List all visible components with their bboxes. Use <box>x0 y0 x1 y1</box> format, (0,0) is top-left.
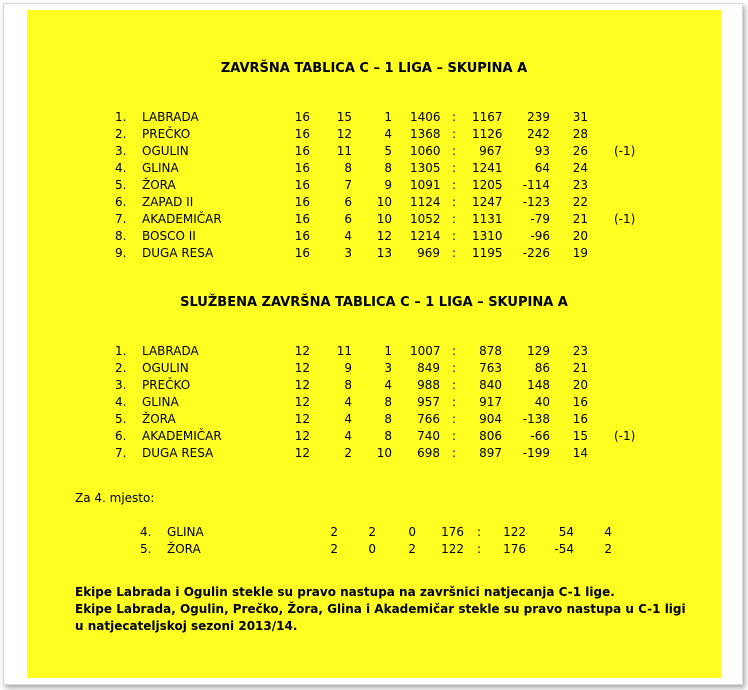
cell-w: 8 <box>344 161 352 175</box>
cell-l: 5 <box>384 144 392 158</box>
cell-diff: 40 <box>534 395 550 409</box>
cell-pts: 26 <box>572 144 588 158</box>
cell-pa: 1195 <box>472 246 503 260</box>
cell-pos: 8. <box>115 229 127 243</box>
cell-pf: 1091 <box>410 178 441 192</box>
cell-pa: 122 <box>503 525 526 539</box>
cell-p: 12 <box>294 395 310 409</box>
cell-pa: 878 <box>479 344 502 358</box>
cell-pts: 21 <box>572 212 588 226</box>
cell-w: 11 <box>336 144 352 158</box>
cell-w: 12 <box>336 127 352 141</box>
cell-pts: 20 <box>572 378 588 392</box>
cell-pos: 3. <box>115 378 127 392</box>
cell-pts: 23 <box>572 178 588 192</box>
cell-pa: 1310 <box>472 229 503 243</box>
cell-pf: 1305 <box>410 161 441 175</box>
cell-l: 8 <box>384 412 392 426</box>
cell-w: 15 <box>336 110 352 124</box>
cell-diff: -123 <box>522 195 550 209</box>
cell-diff: -114 <box>522 178 550 192</box>
cell-sep: : <box>452 246 457 260</box>
cell-pos: 6. <box>115 195 127 209</box>
cell-l: 8 <box>384 161 392 175</box>
cell-l: 10 <box>376 195 392 209</box>
cell-pf: 957 <box>417 395 440 409</box>
cell-pa: 1131 <box>472 212 503 226</box>
cell-pts: 28 <box>572 127 588 141</box>
cell-team: PREČKO <box>142 378 191 392</box>
cell-l: 1 <box>384 110 392 124</box>
cell-pos: 9. <box>115 246 127 260</box>
cell-p: 16 <box>294 195 310 209</box>
cell-sep: : <box>452 161 457 175</box>
cell-pos: 4. <box>115 395 127 409</box>
cell-pts: 4 <box>604 525 612 539</box>
cell-pf: 176 <box>441 525 464 539</box>
cell-pos: 2. <box>115 127 127 141</box>
cell-pa: 1241 <box>472 161 503 175</box>
cell-l: 8 <box>384 395 392 409</box>
cell-pts: 21 <box>572 361 588 375</box>
cell-pa: 904 <box>479 412 502 426</box>
cell-sep: : <box>452 361 457 375</box>
cell-sep: : <box>452 110 457 124</box>
cell-team: GLINA <box>142 395 179 409</box>
cell-sep: : <box>452 412 457 426</box>
cell-pts: 20 <box>572 229 588 243</box>
cell-pa: 1247 <box>472 195 503 209</box>
cell-p: 16 <box>294 229 310 243</box>
cell-w: 8 <box>344 378 352 392</box>
cell-diff: 242 <box>527 127 550 141</box>
cell-pts: 16 <box>572 412 588 426</box>
cell-team: ŽORA <box>142 412 176 426</box>
cell-sep: : <box>452 378 457 392</box>
cell-p: 12 <box>294 378 310 392</box>
cell-pa: 840 <box>479 378 502 392</box>
footer-line-3: u natjecateljskoj sezoni 2013/14. <box>75 619 298 633</box>
cell-w: 4 <box>344 395 352 409</box>
cell-l: 1 <box>384 344 392 358</box>
cell-w: 4 <box>344 229 352 243</box>
cell-sep: : <box>477 525 482 539</box>
cell-p: 12 <box>294 361 310 375</box>
cell-w: 7 <box>344 178 352 192</box>
cell-sep: : <box>452 127 457 141</box>
cell-team: PREČKO <box>142 127 191 141</box>
cell-pf: 766 <box>417 412 440 426</box>
cell-p: 12 <box>294 412 310 426</box>
cell-diff: 86 <box>534 361 550 375</box>
cell-p: 16 <box>294 144 310 158</box>
cell-pa: 1126 <box>472 127 503 141</box>
cell-pf: 122 <box>441 542 464 556</box>
cell-pos: 1. <box>115 110 127 124</box>
fourth-place-label: Za 4. mjesto: <box>75 491 155 505</box>
cell-l: 3 <box>384 361 392 375</box>
cell-pos: 5. <box>115 412 127 426</box>
cell-l: 2 <box>408 542 416 556</box>
cell-pa: 176 <box>503 542 526 556</box>
cell-team: GLINA <box>167 525 204 539</box>
cell-pa: 917 <box>479 395 502 409</box>
cell-diff: -199 <box>522 446 550 460</box>
cell-p: 16 <box>294 110 310 124</box>
cell-team: DUGA RESA <box>142 446 214 460</box>
cell-team: GLINA <box>142 161 179 175</box>
cell-l: 4 <box>384 127 392 141</box>
cell-pf: 740 <box>417 429 440 443</box>
cell-pts: 16 <box>572 395 588 409</box>
cell-p: 12 <box>294 446 310 460</box>
cell-pf: 1368 <box>410 127 441 141</box>
cell-pts: 19 <box>572 246 588 260</box>
cell-w: 11 <box>336 344 352 358</box>
cell-sep: : <box>452 229 457 243</box>
cell-pa: 763 <box>479 361 502 375</box>
cell-pa: 897 <box>479 446 502 460</box>
cell-pf: 988 <box>417 378 440 392</box>
cell-pf: 1007 <box>410 344 441 358</box>
cell-pf: 849 <box>417 361 440 375</box>
cell-team: OGULIN <box>142 361 189 375</box>
cell-pa: 1205 <box>472 178 503 192</box>
cell-pts: 31 <box>572 110 588 124</box>
cell-l: 9 <box>384 178 392 192</box>
cell-team: DUGA RESA <box>142 246 214 260</box>
cell-diff: -54 <box>554 542 574 556</box>
cell-l: 10 <box>376 212 392 226</box>
cell-sep: : <box>452 429 457 443</box>
cell-pos: 4. <box>140 525 152 539</box>
cell-diff: 129 <box>527 344 550 358</box>
cell-pf: 1214 <box>410 229 441 243</box>
cell-w: 0 <box>368 542 376 556</box>
cell-w: 2 <box>368 525 376 539</box>
cell-pos: 6. <box>115 429 127 443</box>
cell-pos: 3. <box>115 144 127 158</box>
cell-sep: : <box>452 195 457 209</box>
cell-w: 3 <box>344 246 352 260</box>
cell-pf: 698 <box>417 446 440 460</box>
cell-sep: : <box>452 178 457 192</box>
cell-pts: 15 <box>572 429 588 443</box>
cell-pos: 5. <box>140 542 152 556</box>
cell-pos: 7. <box>115 446 127 460</box>
cell-pf: 1052 <box>410 212 441 226</box>
cell-pts: 22 <box>572 195 588 209</box>
cell-diff: 148 <box>527 378 550 392</box>
cell-diff: -96 <box>530 229 550 243</box>
cell-team: BOSCO II <box>142 229 196 243</box>
cell-diff: 64 <box>534 161 550 175</box>
cell-p: 16 <box>294 246 310 260</box>
cell-diff: 54 <box>558 525 574 539</box>
cell-l: 8 <box>384 429 392 443</box>
cell-p: 16 <box>294 212 310 226</box>
cell-sep: : <box>477 542 482 556</box>
cell-pa: 1167 <box>472 110 503 124</box>
cell-diff: -79 <box>530 212 550 226</box>
cell-pts: 23 <box>572 344 588 358</box>
cell-w: 6 <box>344 212 352 226</box>
footer-line-1: Ekipe Labrada i Ogulin stekle su pravo nastupa na završnici natjecanja C-1 lige. <box>75 585 615 599</box>
cell-team: OGULIN <box>142 144 189 158</box>
cell-l: 13 <box>376 246 392 260</box>
cell-pa: 967 <box>479 144 502 158</box>
cell-team: ZAPAD II <box>142 195 194 209</box>
cell-diff: -66 <box>530 429 550 443</box>
cell-pa: 806 <box>479 429 502 443</box>
cell-pts: 2 <box>604 542 612 556</box>
cell-sep: : <box>452 144 457 158</box>
cell-l: 0 <box>408 525 416 539</box>
cell-w: 6 <box>344 195 352 209</box>
cell-pf: 1060 <box>410 144 441 158</box>
cell-pos: 1. <box>115 344 127 358</box>
cell-pf: 969 <box>417 246 440 260</box>
cell-diff: -226 <box>522 246 550 260</box>
cell-pf: 1406 <box>410 110 441 124</box>
cell-pos: 2. <box>115 361 127 375</box>
cell-p: 16 <box>294 161 310 175</box>
cell-diff: -138 <box>522 412 550 426</box>
cell-l: 12 <box>376 229 392 243</box>
cell-team: ŽORA <box>167 542 201 556</box>
cell-diff: 239 <box>527 110 550 124</box>
table2-title: SLUŽBENA ZAVRŠNA TABLICA C – 1 LIGA – SKUPINA A <box>180 295 568 310</box>
cell-pts: 14 <box>572 446 588 460</box>
cell-pos: 5. <box>115 178 127 192</box>
cell-w: 2 <box>344 446 352 460</box>
cell-pf: 1124 <box>410 195 441 209</box>
cell-sep: : <box>452 344 457 358</box>
cell-team: AKADEMIČAR <box>142 429 222 443</box>
cell-diff: 93 <box>534 144 550 158</box>
cell-w: 4 <box>344 429 352 443</box>
cell-w: 4 <box>344 412 352 426</box>
cell-sep: : <box>452 212 457 226</box>
cell-p: 12 <box>294 429 310 443</box>
cell-p: 12 <box>294 344 310 358</box>
cell-team: ŽORA <box>142 178 176 192</box>
cell-sep: : <box>452 395 457 409</box>
cell-l: 10 <box>376 446 392 460</box>
cell-pos: 4. <box>115 161 127 175</box>
cell-p: 2 <box>330 542 338 556</box>
cell-sep: : <box>452 446 457 460</box>
cell-team: LABRADA <box>142 110 199 124</box>
cell-note: (-1) <box>614 144 636 158</box>
cell-note: (-1) <box>614 212 636 226</box>
cell-p: 16 <box>294 127 310 141</box>
cell-pts: 24 <box>572 161 588 175</box>
cell-pos: 7. <box>115 212 127 226</box>
cell-p: 2 <box>330 525 338 539</box>
cell-team: LABRADA <box>142 344 199 358</box>
cell-p: 16 <box>294 178 310 192</box>
footer-line-2: Ekipe Labrada, Ogulin, Prečko, Žora, Glina i Akademičar stekle su pravo nastupa u C-1 ligi <box>75 602 686 616</box>
cell-team: AKADEMIČAR <box>142 212 222 226</box>
cell-w: 9 <box>344 361 352 375</box>
table1-title: ZAVRŠNA TABLICA C – 1 LIGA – SKUPINA A <box>220 61 528 76</box>
cell-note: (-1) <box>614 429 636 443</box>
cell-l: 4 <box>384 378 392 392</box>
